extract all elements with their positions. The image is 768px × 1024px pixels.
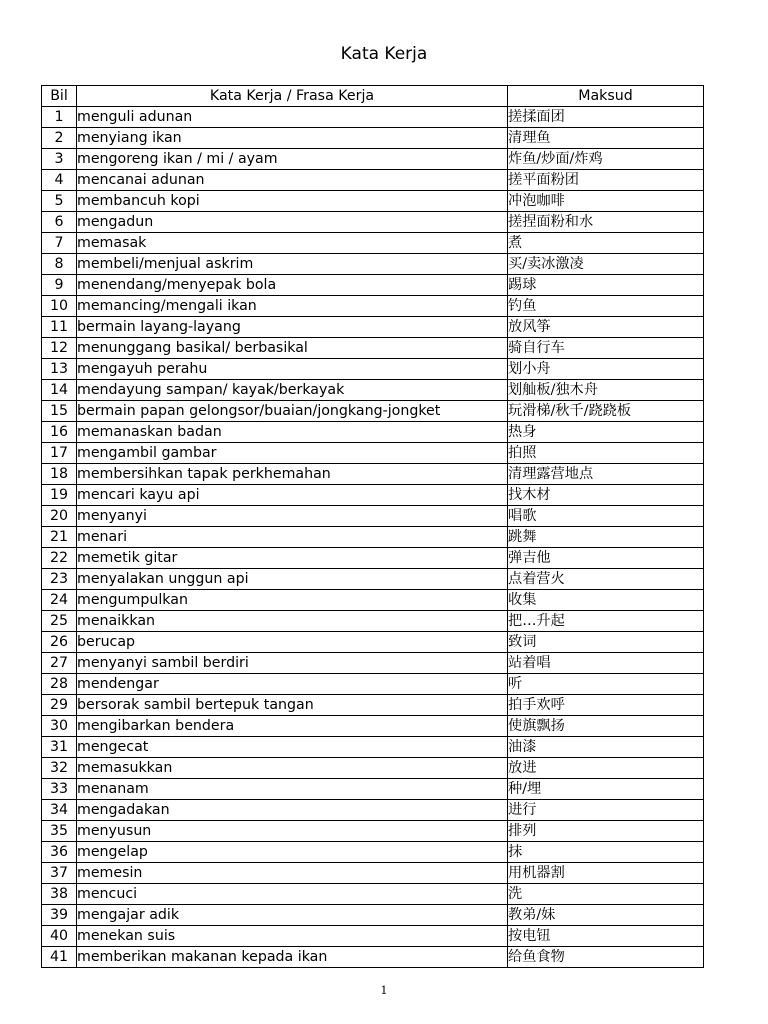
row-verb: mengayuh perahu — [77, 359, 508, 380]
row-verb: mengadakan — [77, 800, 508, 821]
table-row — [42, 758, 704, 779]
row-number: 41 — [42, 947, 77, 968]
row-verb: memasukkan — [77, 758, 508, 779]
row-verb: menekan suis — [77, 926, 508, 947]
row-verb: membeli/menjual askrim — [77, 254, 508, 275]
row-meaning: 点着营火 — [508, 569, 704, 590]
row-meaning: 清理鱼 — [508, 128, 704, 149]
table-header-row — [42, 86, 704, 107]
row-number: 19 — [42, 485, 77, 506]
row-verb: mengadun — [77, 212, 508, 233]
vocabulary-table — [41, 85, 704, 968]
row-meaning: 按电钮 — [508, 926, 704, 947]
row-meaning: 站着唱 — [508, 653, 704, 674]
header-maksud: Maksud — [508, 86, 704, 107]
table-row — [42, 527, 704, 548]
row-meaning: 买/卖冰激凌 — [508, 254, 704, 275]
table-row — [42, 653, 704, 674]
row-meaning: 煮 — [508, 233, 704, 254]
row-number: 27 — [42, 653, 77, 674]
row-number: 22 — [42, 548, 77, 569]
row-number: 13 — [42, 359, 77, 380]
row-verb: berucap — [77, 632, 508, 653]
row-meaning: 钓鱼 — [508, 296, 704, 317]
table-row — [42, 359, 704, 380]
row-meaning: 听 — [508, 674, 704, 695]
table-row — [42, 884, 704, 905]
table-row — [42, 380, 704, 401]
row-meaning: 炸鱼/炒面/炸鸡 — [508, 149, 704, 170]
row-verb: mengumpulkan — [77, 590, 508, 611]
row-number: 36 — [42, 842, 77, 863]
row-verb: menanam — [77, 779, 508, 800]
row-number: 2 — [42, 128, 77, 149]
row-number: 39 — [42, 905, 77, 926]
row-number: 3 — [42, 149, 77, 170]
row-verb: memanaskan badan — [77, 422, 508, 443]
row-meaning: 教弟/妹 — [508, 905, 704, 926]
table-row — [42, 800, 704, 821]
row-meaning: 清理露营地点 — [508, 464, 704, 485]
row-number: 24 — [42, 590, 77, 611]
row-meaning: 种/埋 — [508, 779, 704, 800]
row-number: 17 — [42, 443, 77, 464]
row-verb: menyalakan unggun api — [77, 569, 508, 590]
row-verb: mendayung sampan/ kayak/berkayak — [77, 380, 508, 401]
row-number: 33 — [42, 779, 77, 800]
table-row — [42, 275, 704, 296]
row-verb: memasak — [77, 233, 508, 254]
row-meaning: 搓平面粉团 — [508, 170, 704, 191]
table-row — [42, 191, 704, 212]
row-verb: mencuci — [77, 884, 508, 905]
row-verb: menguli adunan — [77, 107, 508, 128]
table-row — [42, 212, 704, 233]
table-row — [42, 905, 704, 926]
row-meaning: 跳舞 — [508, 527, 704, 548]
table-row — [42, 863, 704, 884]
row-verb: menendang/menyepak bola — [77, 275, 508, 296]
table-row — [42, 737, 704, 758]
row-verb: mengecat — [77, 737, 508, 758]
table-row — [42, 611, 704, 632]
row-meaning: 放进 — [508, 758, 704, 779]
table-row — [42, 716, 704, 737]
table-row — [42, 296, 704, 317]
row-meaning: 把…升起 — [508, 611, 704, 632]
row-meaning: 排列 — [508, 821, 704, 842]
table-row — [42, 170, 704, 191]
row-number: 7 — [42, 233, 77, 254]
row-number: 12 — [42, 338, 77, 359]
row-number: 32 — [42, 758, 77, 779]
table-row — [42, 674, 704, 695]
row-verb: mengambil gambar — [77, 443, 508, 464]
row-meaning: 搓捏面粉和水 — [508, 212, 704, 233]
row-number: 37 — [42, 863, 77, 884]
row-verb: menaikkan — [77, 611, 508, 632]
table-row — [42, 548, 704, 569]
row-number: 25 — [42, 611, 77, 632]
table-row — [42, 149, 704, 170]
row-verb: mendengar — [77, 674, 508, 695]
row-meaning: 划小舟 — [508, 359, 704, 380]
row-meaning: 拍手欢呼 — [508, 695, 704, 716]
row-verb: memetik gitar — [77, 548, 508, 569]
table-row — [42, 779, 704, 800]
table-row — [42, 821, 704, 842]
row-meaning: 踢球 — [508, 275, 704, 296]
row-verb: bermain papan gelongsor/buaian/jongkang-jongket — [77, 401, 508, 422]
row-meaning: 抹 — [508, 842, 704, 863]
row-number: 34 — [42, 800, 77, 821]
table-row — [42, 842, 704, 863]
row-number: 11 — [42, 317, 77, 338]
row-verb: menyanyi — [77, 506, 508, 527]
row-meaning: 骑自行车 — [508, 338, 704, 359]
table-row — [42, 947, 704, 968]
row-verb: bersorak sambil bertepuk tangan — [77, 695, 508, 716]
row-verb: menyiang ikan — [77, 128, 508, 149]
row-number: 10 — [42, 296, 77, 317]
page-title: Kata Kerja — [340, 44, 428, 64]
row-verb: mengelap — [77, 842, 508, 863]
header-kata-kerja: Kata Kerja / Frasa Kerja — [77, 86, 508, 107]
row-verb: memberikan makanan kepada ikan — [77, 947, 508, 968]
row-verb: mengoreng ikan / mi / ayam — [77, 149, 508, 170]
row-meaning: 致词 — [508, 632, 704, 653]
table-row — [42, 506, 704, 527]
row-meaning: 洗 — [508, 884, 704, 905]
table-row — [42, 464, 704, 485]
row-number: 26 — [42, 632, 77, 653]
row-number: 38 — [42, 884, 77, 905]
row-meaning: 使旗飘扬 — [508, 716, 704, 737]
row-verb: bermain layang-layang — [77, 317, 508, 338]
row-number: 9 — [42, 275, 77, 296]
table-row — [42, 401, 704, 422]
row-number: 23 — [42, 569, 77, 590]
table-row — [42, 443, 704, 464]
row-meaning: 划舢板/独木舟 — [508, 380, 704, 401]
row-number: 14 — [42, 380, 77, 401]
row-verb: menyusun — [77, 821, 508, 842]
table-body — [42, 107, 704, 968]
row-verb: mencari kayu api — [77, 485, 508, 506]
table-row — [42, 569, 704, 590]
table-row — [42, 422, 704, 443]
row-meaning: 弹吉他 — [508, 548, 704, 569]
table-row — [42, 338, 704, 359]
table-row — [42, 317, 704, 338]
row-verb: menari — [77, 527, 508, 548]
row-verb: menunggang basikal/ berbasikal — [77, 338, 508, 359]
row-number: 30 — [42, 716, 77, 737]
row-number: 29 — [42, 695, 77, 716]
row-number: 35 — [42, 821, 77, 842]
row-meaning: 进行 — [508, 800, 704, 821]
row-meaning: 唱歌 — [508, 506, 704, 527]
row-verb: memancing/mengali ikan — [77, 296, 508, 317]
row-meaning: 热身 — [508, 422, 704, 443]
table-row — [42, 632, 704, 653]
table-row — [42, 254, 704, 275]
row-meaning: 油漆 — [508, 737, 704, 758]
row-number: 28 — [42, 674, 77, 695]
row-number: 16 — [42, 422, 77, 443]
row-verb: memesin — [77, 863, 508, 884]
row-verb: membersihkan tapak perkhemahan — [77, 464, 508, 485]
table-row — [42, 128, 704, 149]
table-row — [42, 485, 704, 506]
row-number: 5 — [42, 191, 77, 212]
table-row — [42, 695, 704, 716]
row-meaning: 拍照 — [508, 443, 704, 464]
table-row — [42, 233, 704, 254]
row-meaning: 收集 — [508, 590, 704, 611]
header-bil: Bil — [42, 86, 77, 107]
row-number: 1 — [42, 107, 77, 128]
row-meaning: 用机器割 — [508, 863, 704, 884]
row-number: 31 — [42, 737, 77, 758]
row-number: 6 — [42, 212, 77, 233]
page-number: 1 — [380, 984, 388, 997]
row-meaning: 搓揉面团 — [508, 107, 704, 128]
table-row — [42, 590, 704, 611]
table-row — [42, 926, 704, 947]
row-number: 4 — [42, 170, 77, 191]
row-verb: menyanyi sambil berdiri — [77, 653, 508, 674]
row-meaning: 给鱼食物 — [508, 947, 704, 968]
row-meaning: 冲泡咖啡 — [508, 191, 704, 212]
row-verb: mengajar adik — [77, 905, 508, 926]
row-verb: membancuh kopi — [77, 191, 508, 212]
row-verb: mengibarkan bendera — [77, 716, 508, 737]
table-row — [42, 107, 704, 128]
row-number: 18 — [42, 464, 77, 485]
row-meaning: 找木材 — [508, 485, 704, 506]
row-number: 21 — [42, 527, 77, 548]
row-number: 8 — [42, 254, 77, 275]
row-meaning: 放风筝 — [508, 317, 704, 338]
row-number: 15 — [42, 401, 77, 422]
row-verb: mencanai adunan — [77, 170, 508, 191]
row-meaning: 玩滑梯/秋千/跷跷板 — [508, 401, 704, 422]
row-number: 40 — [42, 926, 77, 947]
row-number: 20 — [42, 506, 77, 527]
